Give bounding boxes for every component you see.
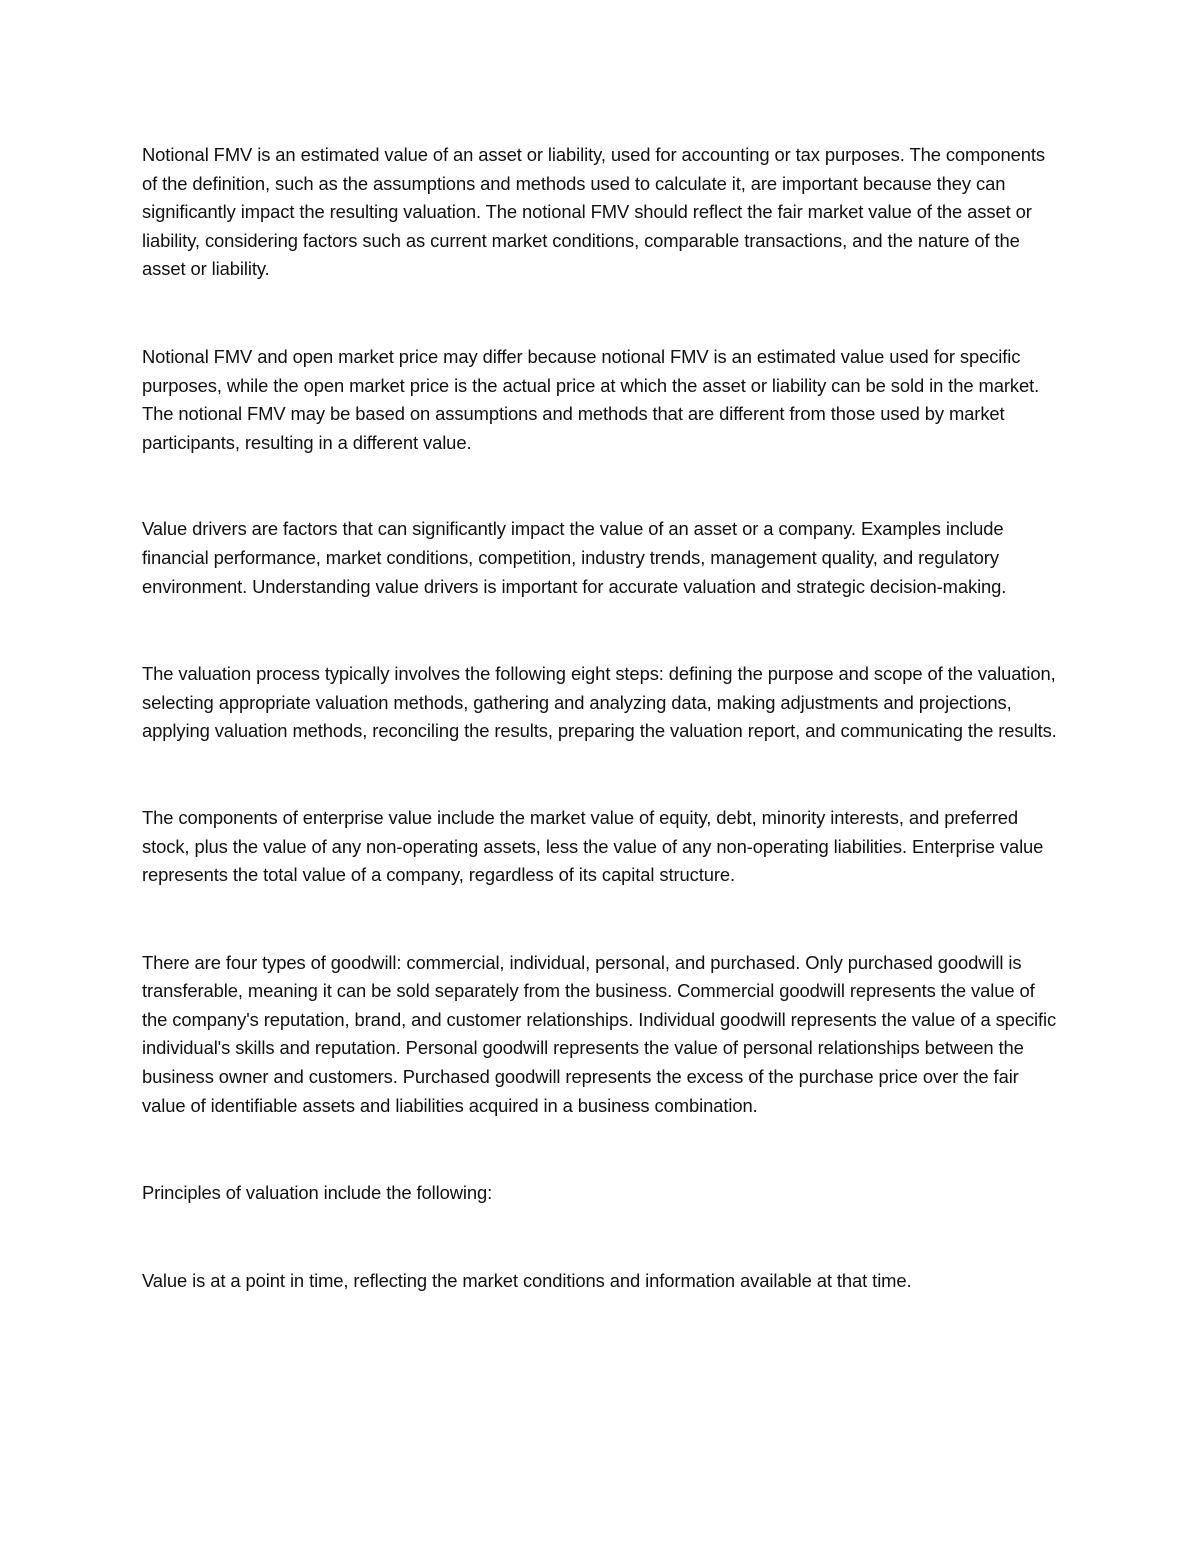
paragraph-fmv-vs-market-price: Notional FMV and open market price may differ because notional FMV is an estimated value used for specific purposes, while the open market price is the actual price at which the asset or liability can be sold in the market. The notional FMV may be based on assumptions and methods that are different from those used by market participants, resulting in a different value.: [142, 345, 1040, 453]
paragraph-goodwill-types: There are four types of goodwill: commercial, individual, personal, and purchased. Only purchased goodwill is transferable, meaning it can be sold separately from the business. Commercial goodwill represents the value of the company's reputation, brand, and customer relationships. Individual goodwill represents the value of a specific individual's skills and reputation. Personal goodwill represents the value of personal relationships between the business owner and customers. Purchased goodwill represents the excess of the purchase price over the fair value of identifiable assets and liabilities acquired in a business combination.: [142, 951, 1057, 1116]
paragraph-point-in-time: Value is at a point in time, reflecting the market conditions and information available at that time.: [142, 1269, 912, 1291]
paragraph-enterprise-value: The components of enterprise value include the market value of equity, debt, minority interests, and preferred stock, plus the value of any non-operating assets, less the value of any non-operating liabilities. Enterprise value represents the total value of a company, regardless of its capital structure.: [142, 806, 1044, 886]
paragraph-value-drivers: Value drivers are factors that can significantly impact the value of an asset or a company. Examples include financial performance, market conditions, competition, industry trends, management quality, and regulatory environment. Understanding value drivers is important for accurate valuation and strategic decision-making.: [142, 518, 1007, 597]
document-body: [142, 141, 1060, 1295]
paragraph-principles-intro: Principles of valuation include the following:: [142, 1182, 493, 1204]
paragraph-notional-fmv: Notional FMV is an estimated value of an asset or liability, used for accounting or tax purposes. The components of the definition, such as the assumptions and methods used to calculate it, are important because they can significantly impact the resulting valuation. The notional FMV should reflect the fair market value of the asset or liability, considering factors such as current market conditions, comparable transactions, and the nature of the asset or liability.: [142, 144, 1046, 280]
paragraph-valuation-process: The valuation process typically involves the following eight steps: defining the purpose and scope of the valuation, selecting appropriate valuation methods, gathering and analyzing data, making adjustments and projections, applying valuation methods, reconciling the results, preparing the valuation report, and communicating the results.: [142, 663, 1057, 742]
